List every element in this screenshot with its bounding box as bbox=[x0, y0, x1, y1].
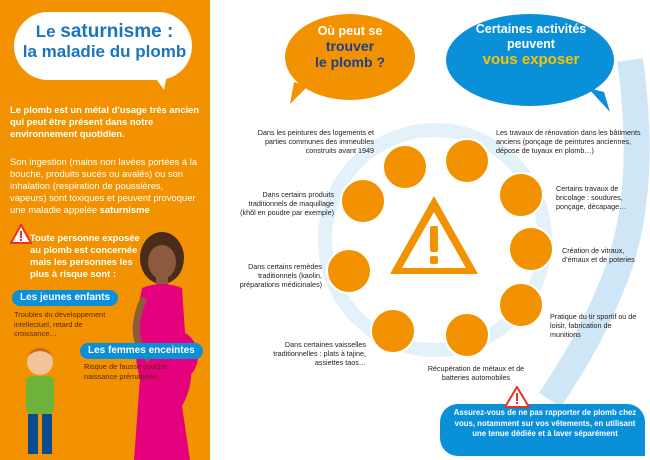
pottery-icon bbox=[508, 226, 554, 272]
footer-note-text: Assurez-vous de ne pas rapporter de plomb chez vous, notamment sur vos vêtements, en utilisant une tenue dédiée et à laver séparément bbox=[453, 408, 637, 438]
car-battery-icon bbox=[444, 312, 490, 358]
warning-triangle-icon bbox=[386, 192, 482, 278]
child-illustration bbox=[14, 346, 74, 460]
warning-small-icon bbox=[10, 224, 32, 244]
source-paint: Dans les peintures des logements et parties communes des immeubles construits avant 1949 bbox=[257, 128, 374, 156]
title-prefix: Le bbox=[35, 22, 56, 41]
activities-line-2: peuvent bbox=[507, 37, 555, 51]
where-bubble-tail bbox=[288, 82, 312, 106]
shooting-target-icon bbox=[498, 282, 544, 328]
where-bubble-text bbox=[290, 24, 410, 71]
intro-keyword: saturnisme bbox=[99, 204, 150, 215]
title-bubble-tail bbox=[150, 70, 168, 90]
kohl-pot-icon bbox=[340, 178, 386, 224]
group-label-pregnant: Les femmes enceintes bbox=[80, 343, 203, 359]
where-line-3: le plomb ? bbox=[315, 54, 385, 70]
warning-footer-icon bbox=[504, 386, 530, 408]
activity-shooting: Pratique du tir sportif ou de loisir, fabrication de munitions bbox=[550, 312, 637, 340]
risk-groups-intro: Toute personne exposée au plomb est concernée mais les personnes les plus à risque sont : bbox=[30, 232, 140, 279]
intro-paragraph-2-text: Son ingestion (mains non lavées portées à la bouche, produits sucés ou avalés) ou son inhalation (respiration de poussières, vapeurs) sont toxiques et peuvent provoquer une maladie appelée bbox=[10, 156, 198, 215]
activities-line-3: vous exposer bbox=[482, 51, 580, 68]
activities-bubble-tail bbox=[586, 88, 612, 114]
where-line-2: trouver bbox=[325, 38, 375, 54]
group-desc-children: Troubles du développement intellectuel, retard de croissance… bbox=[14, 310, 106, 338]
title-word: saturnisme : bbox=[60, 21, 174, 42]
intro-paragraph-1: Le plomb est un métal d’usage très ancien qui peut être présent dans notre environnement quotidien. bbox=[10, 104, 200, 139]
pipe-renovation-icon bbox=[444, 138, 490, 184]
page-title bbox=[22, 22, 187, 62]
title-line2: la maladie du plomb bbox=[22, 42, 187, 61]
activity-renovation: Les travaux de rénovation dans les bâtiments anciens (ponçage de peintures anciennes, dépose de tuyaux en plomb…) bbox=[496, 128, 641, 156]
source-remedies: Dans certains remèdes traditionnels (kaolin, préparations médicinales) bbox=[239, 262, 322, 290]
group-label-children: Les jeunes enfants bbox=[12, 290, 118, 306]
activity-crafts: Création de vitraux, d’émaux et de poteries bbox=[562, 246, 635, 265]
activity-recycling: Récupération de métaux et de batteries automobiles bbox=[427, 364, 525, 383]
where-line-1: Où peut se bbox=[317, 24, 383, 38]
activities-line-1: Certaines activités bbox=[475, 22, 587, 36]
activities-bubble-text bbox=[452, 22, 610, 68]
sanding-tool-icon bbox=[498, 172, 544, 218]
activity-diy: Certains travaux de bricolage : soudures, ponçage, décapage… bbox=[556, 184, 627, 212]
source-dishes: Dans certaines vaisselles traditionnelles : plats à tajine, assiettes taos… bbox=[273, 340, 366, 368]
intro-paragraph-2 bbox=[10, 156, 200, 216]
remedy-powder-icon bbox=[326, 248, 372, 294]
group-desc-pregnant: Risque de fausse couche, naissance prématurée… bbox=[84, 362, 170, 381]
tajine-icon bbox=[370, 308, 416, 354]
source-makeup: Dans certains produits traditionnels de maquillage (khôl en poudre par exemple) bbox=[240, 190, 334, 218]
building-icon bbox=[382, 144, 428, 190]
